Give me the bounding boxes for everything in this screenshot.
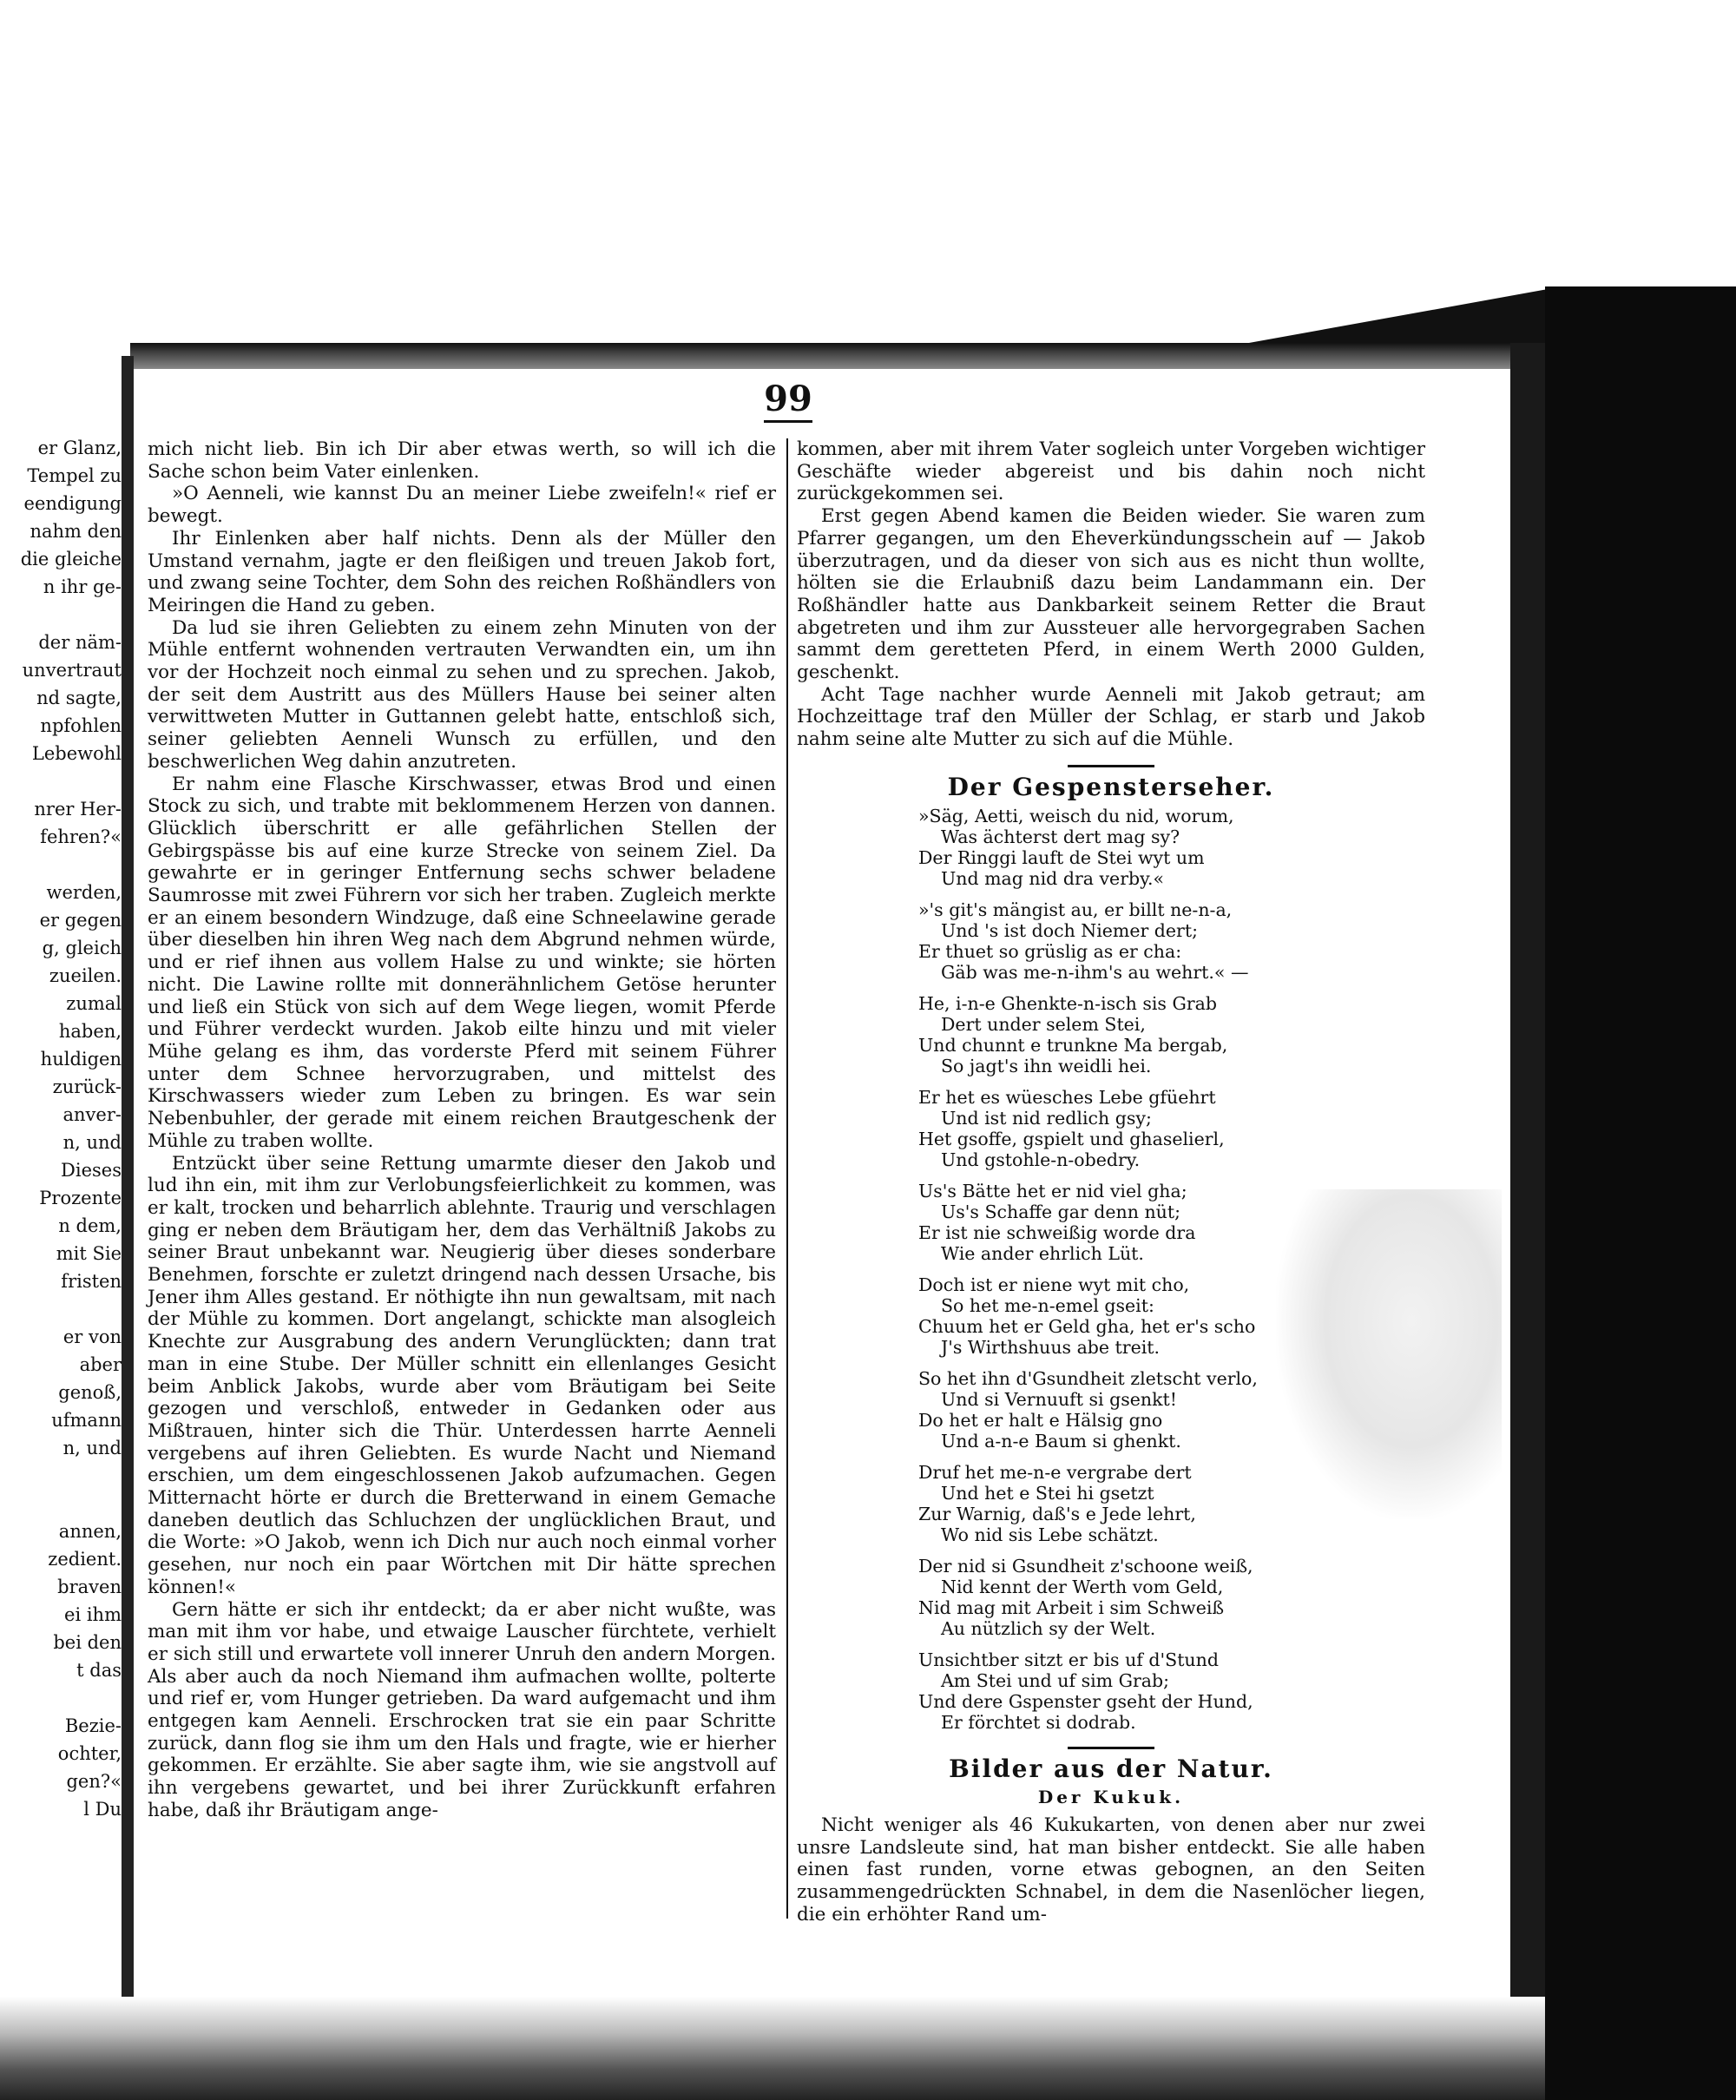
book-gutter [122, 356, 134, 2092]
paragraph: Entzückt über seine Rettung umarmte dieser den Jakob und lud ihn ein, mit ihm zur Verlobungsfeierlichkeit zu kommen, was er kalt, trocken und beharrlich ablehnte. Traurig und verschlagen ging er neben dem Bräutigam her, dem das Verhältniß Jakobs zu seiner Braut unbekannt war. Neugierig über dieses sonderbare Benehmen, forschte er zuletzt dringend nach dessen Ursache, bis Jener ihm Alles gestand. Er nöthigte ihn nun gewaltsam, mit nach der Mühle zu kommen. Dort angelangt, schickte man alsogleich Knechte zur Ausgrabung des andern Verunglückten; dann trat man in eine Stube. Der Müller schnitt ein ellenlanges Gesicht beim Anblick Jakobs, wurde aber vom Bräutigam bei Seite gezogen und verschloß, entweder in Gedanken oder aus Mißtrauen, hinter sich die Thür. Unterdessen harrte Aenneli vergebens auf ihren Geliebten. Es wurde Nacht und Niemand erschien, um dem eingeschlossenen Jakob aufzumachen. Gegen Mitternacht hörte er durch die Bretterwand in einem Gemache daneben deutlich das Schluchzen der unglücklichen Braut, und die Worte: »O Jakob, wenn ich Dich nur auch noch einmal vorher gesehen, nur noch ein paar Wörtchen mit Dir hätte sprechen können!« [148, 1152, 776, 1598]
poem-line: Do het er halt e Hälsig gno [918, 1409, 1163, 1431]
fragment-line [0, 1295, 122, 1323]
fragment-line: bei den [53, 1632, 122, 1653]
fragment-line: zedient. [48, 1549, 122, 1570]
scan-dark-edge [1545, 286, 1736, 2100]
paragraph: mich nicht lieb. Bin ich Dir aber etwas werth, so will ich die Sache schon beim Vater einlenken. [148, 438, 776, 483]
scan-shadow-bottom [0, 1997, 1545, 2100]
fragment-line [0, 767, 122, 795]
paragraph: Erst gegen Abend kamen die Beiden wieder. Sie waren zum Pfarrer gegangen, um den Eheverkündungsschein auf — Jakob überzutragen, und da dieser von sich aus es nicht thun wollte, hölten sie die Erlaubniß dazu beim Landammann ein. Der Roßhändler hatte aus Dankbarkeit seinem Retter die Braut abgetreten und ihm zur Aussteuer alle hervorgegraben Sachen sammt dem geretteten Pferd, in einem Werth 2000 Gulden, geschenkt. [797, 505, 1425, 684]
paragraph: Ihr Einlenken aber half nichts. Denn als der Müller den Umstand vernahm, jagte er den fleißigen und treuen Jakob fort, und zwang seine Tochter, dem Sohn des reichen Roßhändlers von Meiringen die Hand zu geben. [148, 527, 776, 616]
left-column [148, 438, 776, 1822]
fragment-line [0, 1684, 122, 1712]
poem-line: Und dere Gspenster gseht der Hund, [918, 1690, 1253, 1712]
fragment-line: Bezie- [64, 1715, 122, 1736]
fragment-line: werden, [46, 882, 122, 903]
poem-line: Und a-n-e Baum si ghenkt. [941, 1430, 1181, 1452]
fragment-line: fehren?« [40, 826, 122, 847]
poem-line: Wie ander ehrlich Lüt. [941, 1242, 1144, 1264]
poem-line: Druf het me-n-e vergrabe dert [918, 1461, 1192, 1483]
poem-line: So jagt's ihn weidli hei. [941, 1055, 1152, 1076]
paragraph: »O Aenneli, wie kannst Du an meiner Liebe zweifeln!« rief er bewegt. [148, 483, 776, 528]
section-subtitle: Der Kukuk. [1037, 1787, 1185, 1808]
right-column [797, 438, 1425, 1926]
fragment-line: zurück- [52, 1076, 122, 1097]
paragraph: Acht Tage nachher wurde Aenneli mit Jakob getraut; am Hochzeittage traf den Müller der Schlag, er starb und Jakob nahm seine alte Mutter zu sich auf die Mühle. [797, 683, 1425, 751]
paragraph: kommen, aber mit ihrem Vater sogleich unter Vorgeben wichtiger Geschäfte wieder abgereist und bis dahin noch nicht zurückgekommen sei. [797, 438, 1425, 505]
poem-line: So het me-n-emel gseit: [941, 1294, 1154, 1316]
fragment-line: nrer Her- [34, 799, 122, 820]
poem-stanza [918, 899, 1425, 983]
poem-stanza [918, 1368, 1425, 1452]
poem-stanza [918, 1462, 1425, 1545]
poem-line: Der Ringgi lauft de Stei wyt um [918, 846, 1205, 868]
poem-line: Chuum het er Geld gha, het er's scho [918, 1315, 1256, 1337]
poem-line: Und gstohle-n-obedry. [941, 1149, 1141, 1170]
poem [918, 806, 1425, 1733]
fragment-line: Prozente [39, 1188, 122, 1208]
poem-line: Zur Warnig, daß's e Jede lehrt, [918, 1503, 1196, 1524]
page-number-rule [764, 420, 812, 423]
fragment-line [0, 1462, 122, 1490]
fragment-line: gen?« [66, 1771, 122, 1792]
poem-line: Der nid si Gsundheit z'schoone weiß, [918, 1555, 1253, 1577]
fragment-line: mit Sie [56, 1243, 122, 1264]
poem-line: Am Stei und uf sim Grab; [941, 1669, 1170, 1691]
fragment-line: t das [76, 1660, 122, 1681]
fragment-line: n, und [62, 1438, 122, 1458]
poem-line: Und chunnt e trunkne Ma bergab, [918, 1034, 1228, 1056]
fragment-line: ufmann [51, 1410, 122, 1431]
page-number: 99 [764, 379, 812, 419]
poem-line: Und het e Stei hi gsetzt [941, 1482, 1154, 1504]
poem-line: Was ächterst dert mag sy? [941, 826, 1180, 847]
fragment-line [0, 601, 122, 629]
poem-line: Und ist nid redlich gsy; [941, 1107, 1152, 1129]
poem-line: Und si Vernuuft si gsenkt! [941, 1388, 1177, 1410]
fragment-line: anver- [62, 1104, 122, 1125]
fragment-line: g, gleich [42, 938, 122, 958]
fragment-line: die gleiche [20, 549, 122, 569]
poem-line: Er het es wüesches Lebe gfüehrt [918, 1086, 1216, 1108]
poem-line: »'s git's mängist au, er billt ne-n-a, [918, 899, 1233, 920]
poem-line: Er thuet so grüslig as er cha: [918, 940, 1182, 962]
fragment-line: zueilen. [49, 965, 122, 986]
poem-line: Gäb was me-n-ihm's au wehrt.« — [941, 961, 1249, 983]
fragment-line: ochter, [57, 1743, 122, 1764]
fragment-line: zumal [66, 993, 122, 1014]
poem-line: Und mag nid dra verby.« [941, 867, 1165, 889]
fragment-line: nd sagte, [36, 688, 122, 708]
section-rule [1068, 1747, 1154, 1749]
poem-stanza [918, 806, 1425, 889]
fragment-line: er von [62, 1326, 122, 1347]
section-rule [1068, 765, 1154, 767]
fragment-line: braven [57, 1577, 122, 1597]
left-page-fragment [0, 434, 122, 1823]
poem-stanza [918, 993, 1425, 1076]
poem-stanza [918, 1274, 1425, 1358]
poem-line: »Säg, Aetti, weisch du nid, worum, [918, 805, 1234, 826]
fragment-line: n ihr ge- [43, 576, 122, 597]
poem-line: J's Wirthshuus abe treit. [941, 1336, 1161, 1358]
poem-stanza [918, 1181, 1425, 1264]
fragment-line: n, und [62, 1132, 122, 1153]
poem-line: Nid mag mit Arbeit i sim Schweiß [918, 1596, 1225, 1618]
book-edge [1510, 343, 1545, 2100]
scan-shadow-top [130, 343, 1554, 369]
fragment-line [0, 851, 122, 879]
fragment-line: ei ihm [64, 1604, 122, 1625]
poem-line: Us's Schaffe gar denn nüt; [941, 1201, 1181, 1222]
poem-stanza [918, 1649, 1425, 1733]
poem-line: Nid kennt der Werth vom Geld, [941, 1576, 1224, 1597]
fragment-line: aber [79, 1354, 122, 1375]
poem-line: Us's Bätte het er nid viel gha; [918, 1180, 1187, 1201]
paragraph: Gern hätte er sich ihr entdeckt; da er aber nicht wußte, was man mit ihm vor habe, und etwaige Lauscher fürchtete, verhielt er sich still und erwartete voll innerer Unruh den andern Morgen. Als aber auch da noch Niemand ihm aufmachen wollte, polterte und rief er, vom Hunger getrieben. Da ward aufgemacht und ihm entgegen kam Aenneli. Erschrocken trat sie ein paar Schritte zurück, dann flog sie ihm um den Hals und fragte, wie er hierher gekommen. Er erzählte. Sie aber sagte ihm, wie sie angstvoll auf ihn vergebens gewartet, und bei ihrer Zurückkunft erfahren habe, daß ihr Bräutigam ange- [148, 1598, 776, 1821]
fragment-line: er gegen [39, 910, 122, 931]
fragment-line: l Du [83, 1799, 122, 1820]
fragment-line: fristen [61, 1271, 122, 1292]
paragraph: Da lud sie ihren Geliebten zu einem zehn Minuten von der Mühle entfernt wohnenden vertrauten Verwandten ein, um ihn vor der Hochzeit noch einmal zu sehen und zu sprechen. Jakob, der seit dem Austritt aus des Müllers Hause bei seiner alten verwittweten Mutter in Guttannen gelebt hatte, entschloß sich, seiner geliebten Aenneli Wunsch zu erfüllen, und den beschwerlichen Weg dahin anzutreten. [148, 616, 776, 773]
fragment-line: annen, [58, 1521, 122, 1542]
fragment-line: eendigung [23, 493, 122, 514]
fragment-line: er Glanz, [37, 438, 122, 458]
poem-line: Unsichtber sitzt er bis uf d'Stund [918, 1649, 1219, 1670]
paragraph: Er nahm eine Flasche Kirschwasser, etwas Brod und einen Stock zu sich, und trabte mit beklommenem Herzen von dannen. Glücklich überschritt er alle gefährlichen Stellen der Gebirgspässe bis auf eine kurze Strecke von seinem Ziel. Da gewahrte er in geringer Entfernung sechs schwer beladene Saumrosse mit zwei Führern vor sich her traben. Zugleich merkte er an einem besondern Windzuge, daß eine Schneelawine gerade über dieselben hin ihren Weg nach dem Abgrund nehmen würde, und er rief ihnen aus vollem Halse zu und winkte; sie hörten nicht. Die Lawine rollte mit donnerähnlichem Getöse herunter und ließ ein Stück von sich auf dem Wege liegen, womit Pferde und Führer verdeckt wurden. Jakob eilte hinzu und mit vieler Mühe gelang es ihm, das vorderste Pferd mit seinem Führer unter dem Schnee hervorzugraben, und mittelst des Kirschwassers wieder zum Leben zu bringen. Es war sein Nebenbuhler, der gerade mit einem reichen Brautgeschenk der Mühle zu traben wollte. [148, 773, 776, 1152]
poem-title: Der Gespensterseher. [947, 772, 1275, 801]
fragment-line: nahm den [30, 521, 122, 542]
fragment-line: der näm- [38, 632, 122, 653]
poem-line: Und 's ist doch Niemer dert; [941, 919, 1198, 941]
poem-line: So het ihn d'Gsundheit zletscht verlo, [918, 1367, 1258, 1389]
fragment-line: Dieses [61, 1160, 122, 1181]
column-separator [786, 438, 788, 1919]
fragment-line [0, 1490, 122, 1517]
fragment-line: Lebewohl [31, 743, 122, 764]
fragment-line: npfohlen [40, 715, 122, 736]
section-title: Bilder aus der Natur. [949, 1754, 1273, 1783]
fragment-line: n dem, [58, 1215, 122, 1236]
paragraph: Nicht weniger als 46 Kukukarten, von denen aber nur zwei unsre Landsleute sind, hat man bisher entdeckt. Sie alle haben einen fast runden, vorne etwas gebognen, an den Seiten zusammengedrückten Schnabel, in dem die Nasenlöcher liegen, die ein erhöhter Rand um- [797, 1814, 1425, 1926]
poem-line: Het gsoffe, gspielt und ghaselierl, [918, 1128, 1225, 1149]
poem-stanza [918, 1556, 1425, 1639]
fragment-line: Tempel zu [27, 465, 122, 486]
poem-line: Er förchtet si dodrab. [941, 1711, 1136, 1733]
poem-line: Au nützlich sy der Welt. [941, 1617, 1156, 1639]
poem-line: Er ist nie schweißig worde dra [918, 1221, 1196, 1243]
fragment-line: haben, [58, 1021, 122, 1042]
poem-line: Wo nid sis Lebe schätzt. [941, 1524, 1159, 1545]
fragment-line: unvertraut [22, 660, 122, 681]
fragment-line: huldigen [40, 1049, 122, 1070]
poem-line: He, i-n-e Ghenkte-n-isch sis Grab [918, 992, 1217, 1014]
poem-stanza [918, 1087, 1425, 1170]
fragment-line: genoß, [58, 1382, 122, 1403]
poem-line: Doch ist er niene wyt mit cho, [918, 1274, 1190, 1295]
poem-line: Dert under selem Stei, [941, 1013, 1146, 1035]
